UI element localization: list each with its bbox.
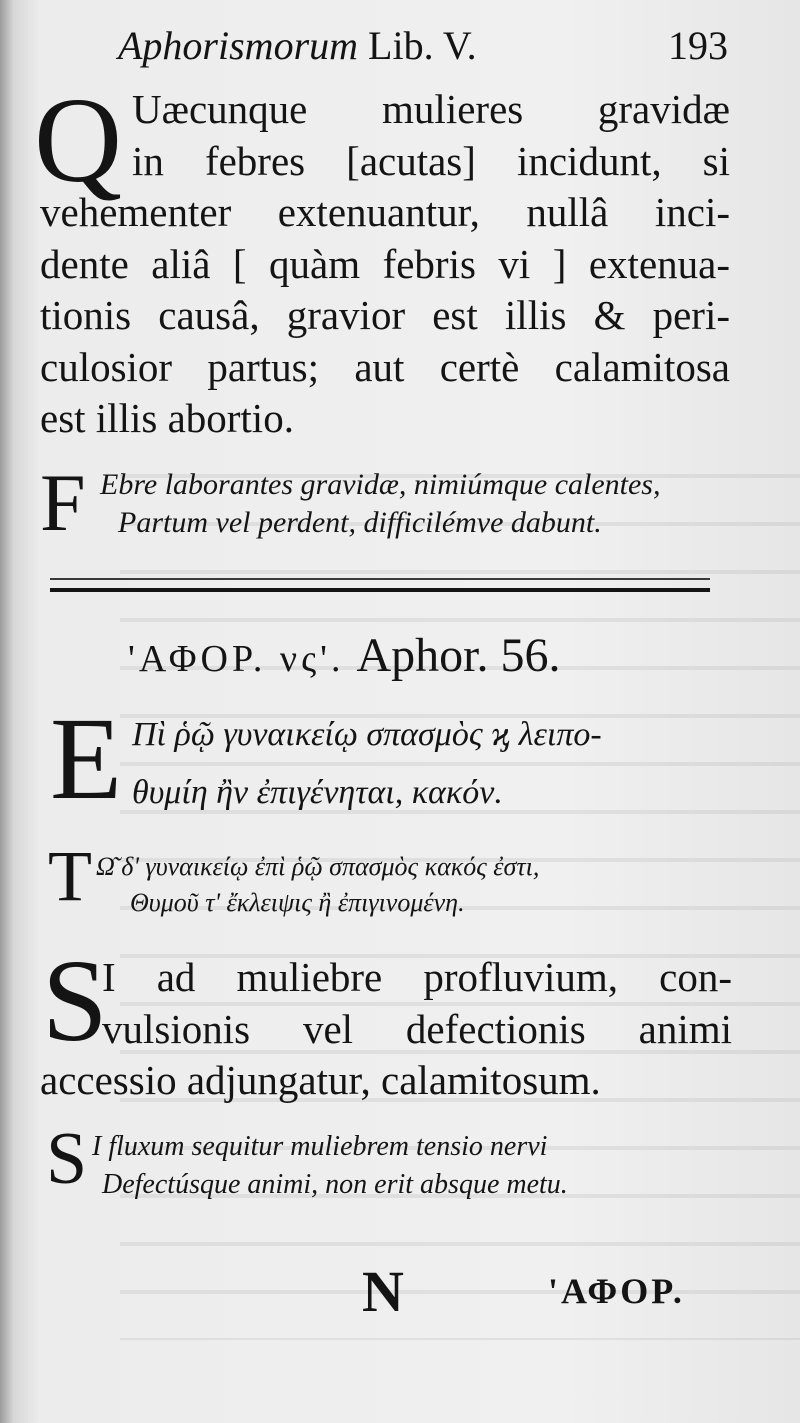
text-line: culosior partus; aut certè calamitosa	[40, 343, 730, 390]
text-line: accessio adjungatur, calamitosum.	[40, 1057, 601, 1103]
page-number: 193	[668, 23, 728, 68]
text-line: Uæcunque mulieres gravidæ	[132, 86, 730, 132]
running-title-roman: Lib. V.	[358, 23, 477, 68]
aphorism-56-heading	[128, 628, 688, 683]
running-title	[118, 22, 477, 69]
signature-mark: N	[362, 1259, 404, 1324]
aphorism-56-latin-verse	[92, 1128, 568, 1204]
text-line: vehementer extenuantur, nullâ inci-	[40, 189, 730, 235]
aphorism-56-latin-text	[40, 952, 732, 1107]
verse-line: Ebre laborantes gravidæ, nimiúmque calentes,	[100, 468, 661, 501]
aphorism-56-greek-verse	[52, 852, 762, 932]
drop-cap-s: S	[42, 935, 108, 1066]
greek-line: Πὶ ῥῷ γυναικείῳ σπασμὸς ϗ λειπο-	[132, 716, 602, 753]
text-line: est illis abortio.	[40, 395, 294, 441]
divider-rule-upper	[50, 578, 710, 580]
aphorism-56-greek-text	[52, 716, 762, 826]
greek-drop-cap-e: E	[50, 693, 123, 824]
text-line: dente aliâ [ quàm febris vi ] extenua-	[40, 240, 730, 287]
heading-latin: Aphor. 56.	[356, 629, 561, 682]
verse-cap-s: S	[46, 1118, 88, 1200]
text-line: tionis causâ, gravior est illis & peri-	[40, 292, 730, 338]
greek-verse-line: Ω͂ δ' γυναικείῳ ἐπὶ ῥῷ σπασμὸς κακός ἐστι,	[96, 852, 540, 881]
running-title-italic: Aphorismorum	[118, 23, 359, 68]
greek-line: θυμίη ἢν ἐπιγένηται, κακόν.	[132, 774, 503, 811]
greek-verse-cap-t: T	[48, 836, 92, 916]
divider-rule-lower	[50, 588, 710, 592]
aphorism-55-text	[40, 84, 730, 445]
aphorism-55-verse	[100, 466, 660, 542]
text-line: in febres [acutas] incidunt, si	[132, 137, 730, 184]
verse-cap-f: F	[40, 457, 86, 548]
text-line: I ad muliebre profluvium, con-	[102, 954, 732, 1000]
verse-line: Defectúsque animi, non erit absque metu.	[102, 1169, 568, 1200]
text-line: vulsionis vel defectionis animi	[102, 1005, 732, 1052]
running-header	[118, 22, 728, 72]
catchword: 'ΑΦΟΡ.	[548, 1271, 685, 1311]
drop-cap-q: Q	[34, 73, 123, 208]
verse-line: I fluxum sequitur muliebrem tensio nervi	[92, 1131, 548, 1162]
heading-greek: 'ΑΦΟΡ. νς'.	[128, 638, 345, 680]
verse-line: Partum vel perdent, difficilémve dabunt.	[118, 506, 602, 539]
greek-verse-line: Θυμοῦ τ' ἔκλειψις ἢ ἐπιγινομένη.	[130, 888, 465, 917]
